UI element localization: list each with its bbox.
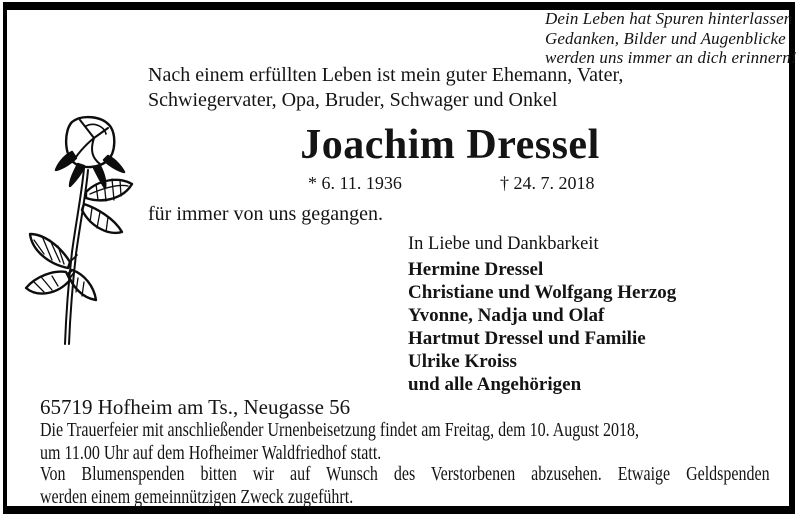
mourner-name: Ulrike Kroiss — [408, 351, 517, 372]
farewell-text: für immer von uns gegangen. — [148, 203, 383, 225]
mourner-name: Hartmut Dressel und Familie — [408, 328, 646, 349]
rose-icon — [20, 112, 135, 347]
donation-line-1: Von Blumenspenden bitten wir auf Wunsch des Verstorbenen abzusehen. Etwaige Geldspenden — [40, 463, 770, 485]
intro-line-2: Schwiegervater, Opa, Bruder, Schwager und Onkel — [148, 89, 558, 111]
donation-line-2: werden einem gemeinnützigen Zweck zugeführt. — [40, 485, 354, 508]
deceased-name: Joachim Dressel — [300, 122, 600, 168]
birth-date: * 6. 11. 1936 — [308, 173, 402, 193]
death-date: † 24. 7. 2018 — [500, 173, 595, 193]
memorial-quote — [545, 9, 797, 68]
mourner-name: Christiane und Wolfgang Herzog — [408, 282, 677, 303]
funeral-info — [40, 419, 770, 464]
address-line: 65719 Hofheim am Ts., Neugasse 56 — [40, 395, 351, 419]
quote-line-1: Dein Leben hat Spuren hinterlassen — [545, 9, 793, 28]
mourner-name: Yvonne, Nadja und Olaf — [408, 305, 605, 326]
funeral-line-2: um 11.00 Uhr auf dem Hofheimer Waldfriedhof statt. — [40, 441, 382, 464]
quote-line-3: werden uns immer an dich erinnern! — [545, 48, 797, 67]
mourner-name: Hermine Dressel — [408, 259, 544, 280]
intro-line-1: Nach einem erfüllten Leben ist mein guter Ehemann, Vater, — [148, 64, 624, 86]
intro-text — [148, 63, 623, 113]
mourners-block — [408, 232, 676, 396]
mourner-name: und alle Angehörigen — [408, 374, 582, 395]
donation-note — [40, 463, 770, 508]
funeral-line-1: Die Trauerfeier mit anschließender Urnenbeisetzung findet am Freitag, dem 10. August 2018, — [40, 419, 639, 441]
quote-line-2: Gedanken, Bilder und Augenblicke — [545, 28, 786, 48]
mourners-heading: In Liebe und Dankbarkeit — [408, 234, 599, 254]
